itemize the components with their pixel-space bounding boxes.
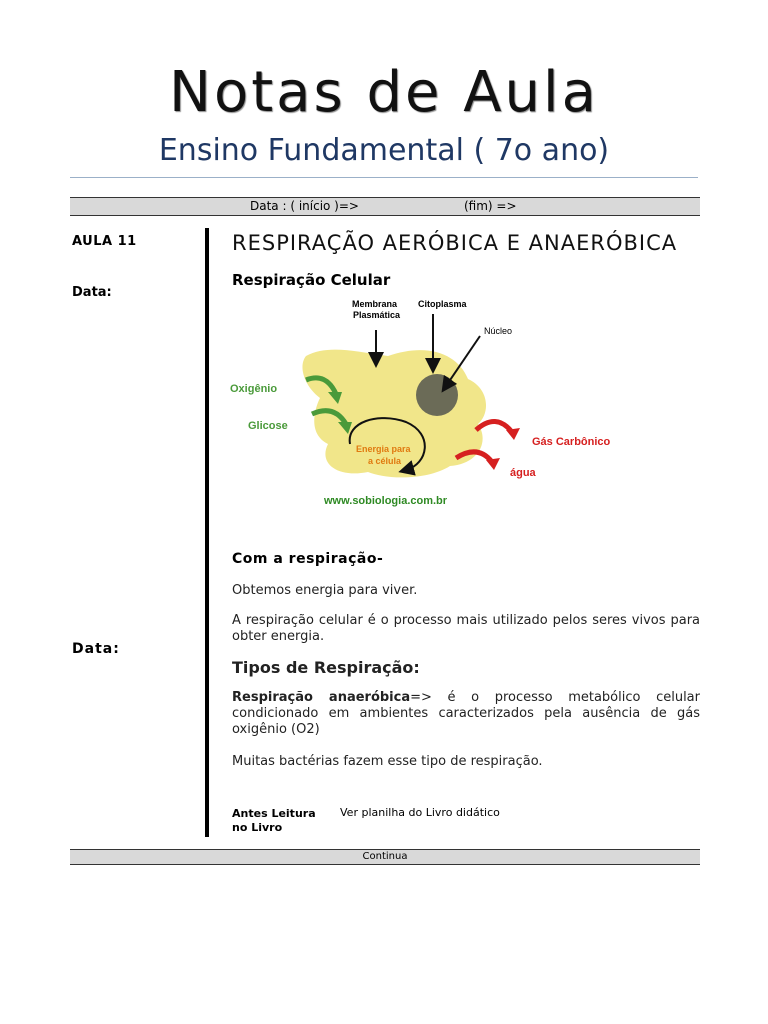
- page-title: Notas de Aula: [169, 60, 599, 125]
- paragraph-energy: Obtemos energia para viver.: [232, 583, 418, 598]
- paragraph-bacteria: Muitas bactérias fazem esse tipo de respiração.: [232, 754, 543, 769]
- membrane-label-2: Plasmática: [353, 310, 401, 320]
- pre-reading-label: Antes Leitura no Livro: [232, 807, 316, 834]
- date-start-label: Data : ( início )=>: [250, 199, 359, 213]
- source-url: www.sobiologia.com.br: [324, 495, 448, 507]
- date-end-label: (fim) =>: [464, 199, 517, 213]
- textbook-reference: Ver planilha do Livro didático: [340, 806, 500, 819]
- section-heading-types: Tipos de Respiração:: [232, 658, 420, 677]
- cytoplasm-label: Citoplasma: [418, 299, 467, 309]
- date-label-1: Data:: [72, 285, 112, 300]
- lesson-title: RESPIRAÇÃO AERÓBICA E ANAERÓBICA: [232, 231, 678, 255]
- continue-bar: [70, 849, 700, 865]
- anaerobic-definition: => é o processo metabólico celular condicionado em ambientes caracterizados pela ausência de gás oxigênio (O2): [232, 690, 700, 737]
- cell-nucleus: [416, 374, 458, 416]
- paragraph-cellular: A respiração celular é o processo mais utilizado pelos seres vivos para obter energia.: [232, 613, 700, 644]
- date-bar: [70, 197, 700, 216]
- water-label: água: [510, 467, 536, 479]
- section-heading-respiration: Com a respiração-: [232, 551, 384, 567]
- section-heading-cellular: Respiração Celular: [232, 271, 391, 289]
- co2-label: Gás Carbônico: [532, 436, 611, 448]
- oxygen-label: Oxigênio: [230, 383, 278, 395]
- page-subtitle: Ensino Fundamental ( 7o ano): [158, 133, 610, 168]
- title-divider: [70, 177, 698, 178]
- anaerobic-term: Respiração anaeróbica: [232, 690, 411, 705]
- glucose-label: Glicose: [248, 420, 288, 432]
- nucleus-label: Núcleo: [484, 326, 513, 336]
- membrane-label: Membrana: [352, 299, 398, 309]
- energy-label: Energia para: [356, 444, 411, 454]
- date-label-2: Data:: [72, 641, 120, 657]
- energy-label-2: a célula: [368, 456, 402, 466]
- cell-respiration-diagram: [228, 294, 638, 512]
- paragraph-anaerobic: [232, 690, 700, 738]
- continue-label: Continua: [362, 851, 408, 862]
- lesson-number: AULA 11: [72, 234, 137, 249]
- vertical-divider: [205, 228, 209, 837]
